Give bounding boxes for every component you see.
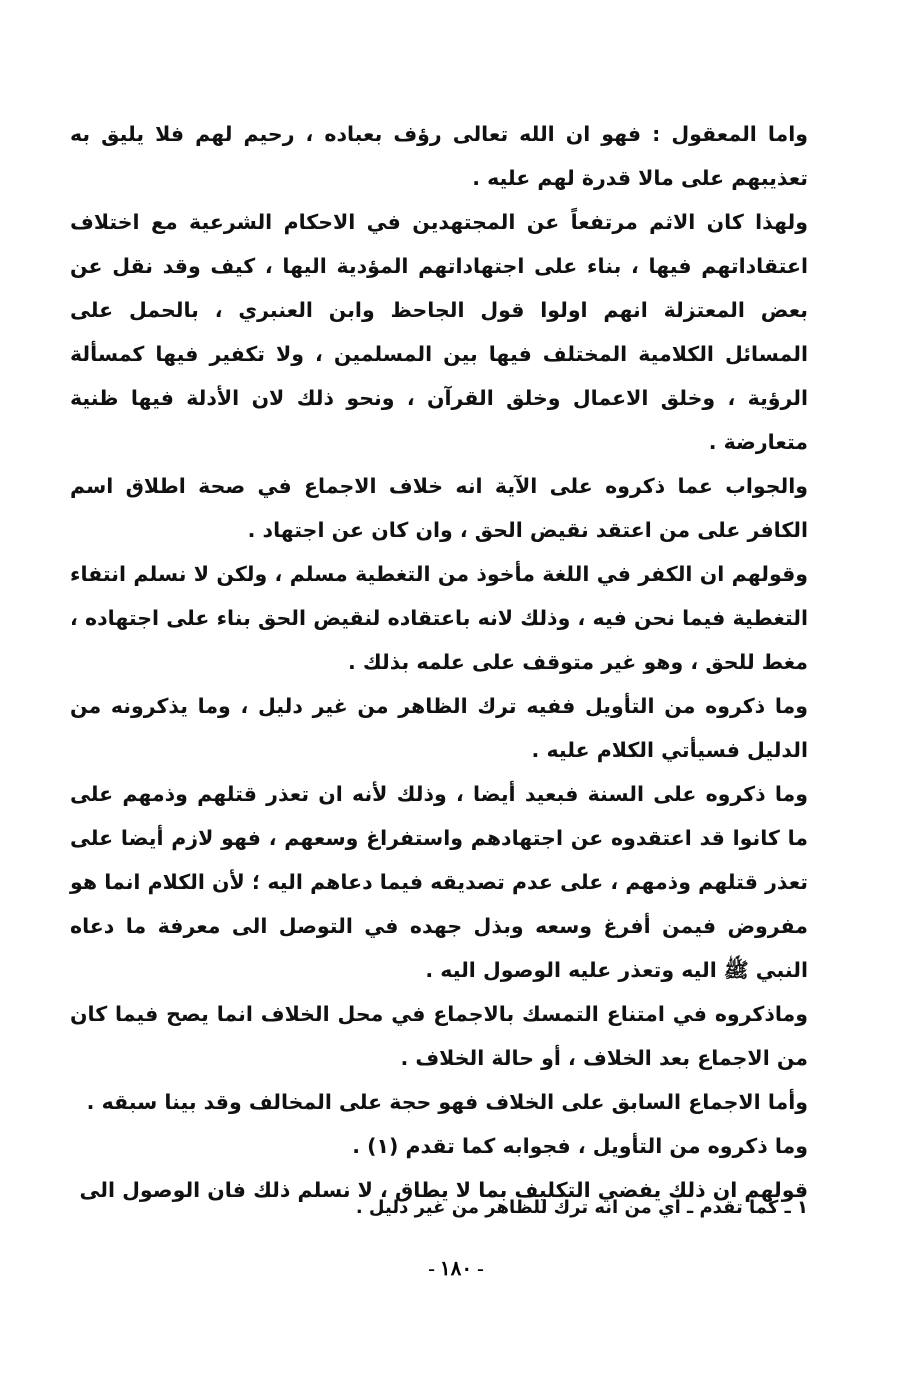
paragraph-9: وما ذكروه من التأويل ، فجوابه كما تقدم (١) . [352,1134,808,1158]
paragraph-8: وأما الاجماع السابق على الخلاف فهو حجة على المخالف وقد بينا سبقه . [86,1090,808,1114]
paragraph-10: قولهم ان ذلك يفضي التكليف بما لا يطاق ، لا نسلم ذلك فان الوصول الى [79,1178,808,1202]
footnote: ١ ـ كما تقدم ـ اي من انه ترك للظاهر من غير دليل . [355,1197,808,1218]
paragraph-1: واما المعقول : فهو ان الله تعالى رؤف بعباده ، رحيم لهم فلا يليق به تعذيبهم على مالا قدرة لهم عليه . [70,122,808,190]
page-number: - ١٨٠ - [428,1258,484,1280]
paragraph-2: ولهذا كان الاثم مرتفعاً عن المجتهدين في الاحكام الشرعية مع اختلاف اعتقاداتهم فيها ، بناء على اجتهاداتهم المؤدية اليها ، كيف وقد نقل عن بعض المعتزلة انهم اولوا قول الجاحظ وابن العنبري ، بالحمل على المسائل الكلامية المختلف فيها بين المسلمين ، ولا تكفير فيها كمسألة الرؤية ، وخلق الاعمال وخلق القرآن ، ونحو ذلك لان الأدلة فيها ظنية متعارضة . [70,210,808,454]
paragraph-4: وقولهم ان الكفر في اللغة مأخوذ من التغطية مسلم ، ولكن لا نسلم انتفاء التغطية فيما نحن فيه ، وذلك لانه باعتقاده لنقيض الحق بناء على اجتهاده ، مغط للحق ، وهو غير متوقف على علمه بذلك . [70,562,808,674]
body-text [70,112,808,1212]
paragraph-3: والجواب عما ذكروه على الآية انه خلاف الاجماع في صحة اطلاق اسم الكافر على من اعتقد نقيض الحق ، وان كان عن اجتهاد . [70,474,808,542]
paragraph-7: وماذكروه في امتناع التمسك بالاجماع في محل الخلاف انما يصح فيما كان من الاجماع بعد الخلاف ، أو حالة الخلاف . [70,1002,808,1070]
paragraph-6: وما ذكروه على السنة فبعيد أيضا ، وذلك لأنه ان تعذر قتلهم وذمهم على ما كانوا قد اعتقدوه عن اجتهادهم واستفراغ وسعهم ، فهو لازم أيضا على تعذر قتلهم وذمهم ، على عدم تصديقه فيما دعاهم اليه ؛ لأن الكلام انما هو مفروض فيمن أفرغ وسعه وبذل جهده في التوصل الى معرفة ما دعاه النبي ﷺ اليه وتعذر عليه الوصول اليه . [70,782,808,982]
paragraph-5: وما ذكروه من التأويل ففيه ترك الظاهر من غير دليل ، وما يذكرونه من الدليل فسيأتي الكلام عليه . [70,694,808,762]
